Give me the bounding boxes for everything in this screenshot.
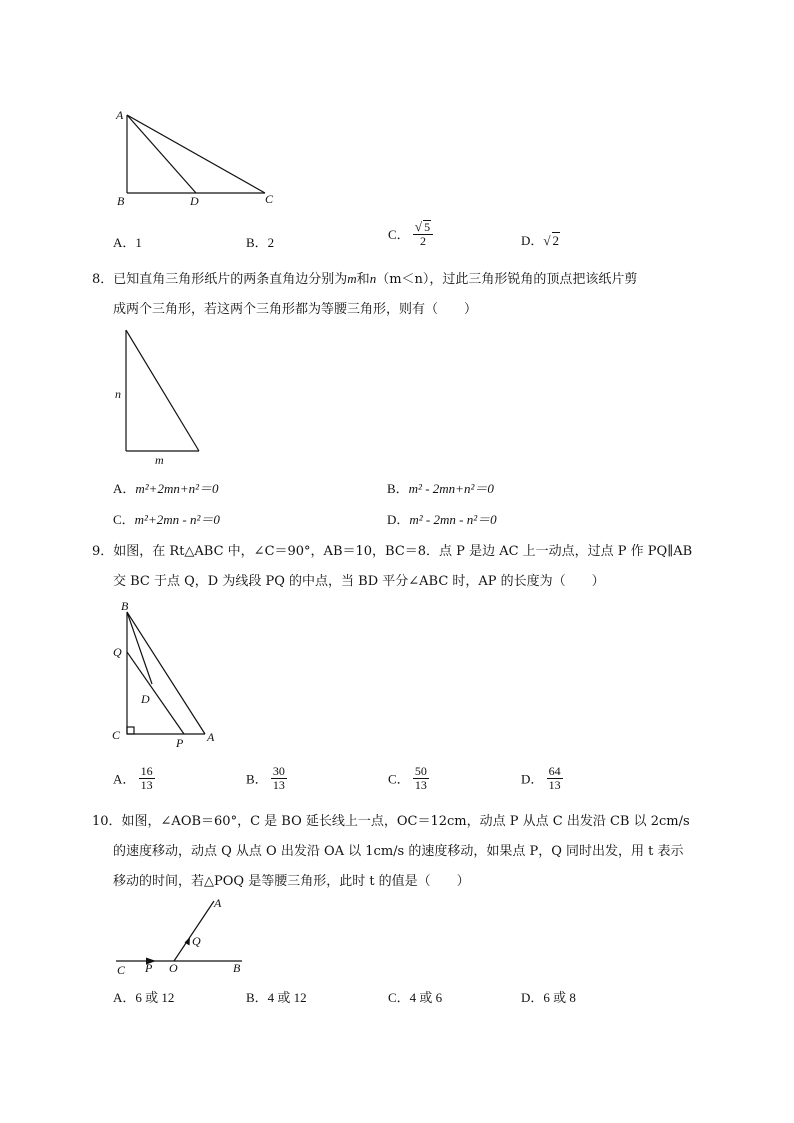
q9-figure — [108, 597, 223, 752]
q7-label-b: B — [117, 194, 125, 208]
q8-option-b: B．m² - 2mn+n²＝0 — [387, 481, 494, 496]
q10-option-c: C．4 或 6 — [388, 990, 443, 1005]
q8-stem-line1: 8．已知直角三角形纸片的两条直角边分别为m和n（m＜n），过此三角形锐角的顶点把该纸片剪 — [92, 271, 638, 287]
q10-label-a: A — [214, 896, 222, 910]
q9-label-a: A — [207, 730, 215, 744]
q8-label-m: m — [155, 453, 164, 467]
q7-label-d: D — [190, 194, 199, 208]
q10-label-b: B — [233, 961, 241, 975]
q9-option-c: C． $\frac{50}{13}$ — [388, 764, 427, 792]
q9-label-q: Q — [113, 645, 122, 659]
q8-figure — [110, 325, 220, 470]
q8-stem-line2: 成两个三角形，若这两个三角形都为等腰三角形，则有（ ） — [113, 302, 478, 317]
q10-stem-line2: 的速度移动，动点 Q 从点 O 出发沿 OA 以 1cm/s 的速度移动，如果点 P，Q 同时出发，用 t 表示 — [113, 844, 684, 859]
q7-option-a: A．1 — [113, 235, 142, 250]
q7-line-ac — [127, 115, 265, 193]
q8-option-a: A．m²+2mn+n²＝0 — [113, 481, 219, 496]
q10-stem-line1: 10．如图，∠AOB＝60°，C 是 BO 延长线上一点，OC＝12cm，动点 P 从点 C 出发沿 CB 以 2cm/s — [92, 814, 690, 829]
q9-option-a: A． $\frac{16}{13}$ — [113, 764, 153, 792]
q9-label-b: B — [121, 599, 129, 613]
q10-option-b: B．4 或 12 — [246, 990, 307, 1005]
q10-option-a: A．6 或 12 — [113, 990, 175, 1005]
q7-line-ad — [127, 115, 196, 193]
q8-label-n: n — [115, 387, 121, 401]
q9-label-p: P — [176, 736, 184, 750]
q8-option-d: D．m² - 2mn - n²＝0 — [387, 512, 497, 527]
q7-figure — [110, 105, 280, 210]
q10-label-c: C — [117, 963, 126, 977]
q10-label-o: O — [169, 961, 178, 975]
q10-label-p: P — [145, 961, 153, 975]
q7-label-c: C — [265, 192, 274, 206]
q7-option-c: C． $\frac{√ 5}{2}$ — [388, 220, 433, 247]
q10-figure — [110, 893, 260, 980]
q9-option-b: B． $\frac{30}{13}$ — [246, 764, 285, 792]
q9-label-c: C — [112, 728, 121, 742]
q9-option-d: D． $\frac{64}{13}$ — [521, 764, 561, 792]
q10-label-q: Q — [192, 934, 201, 948]
q9-stem-line2: 交 BC 于点 Q，D 为线段 PQ 的中点，当 BD 平分∠ABC 时，AP 的长度为（ ） — [113, 574, 605, 589]
q9-label-d: D — [141, 692, 150, 706]
q7-label-a: A — [116, 108, 124, 122]
q10-stem-line3: 移动的时间，若△POQ 是等腰三角形，此时 t 的值是（ ） — [113, 874, 470, 889]
q7-option-d: D．√ 2 — [521, 233, 560, 248]
q10-option-d: D．6 或 8 — [521, 990, 576, 1005]
q9-stem-line1: 9．如图，在 Rt△ABC 中，∠C＝90°，AB＝10，BC＝8．点 P 是边 AC 上一动点，过点 P 作 PQ∥AB — [92, 544, 693, 559]
q8-option-c: C．m²+2mn - n²＝0 — [113, 512, 220, 527]
q7-option-b: B．2 — [246, 235, 275, 250]
